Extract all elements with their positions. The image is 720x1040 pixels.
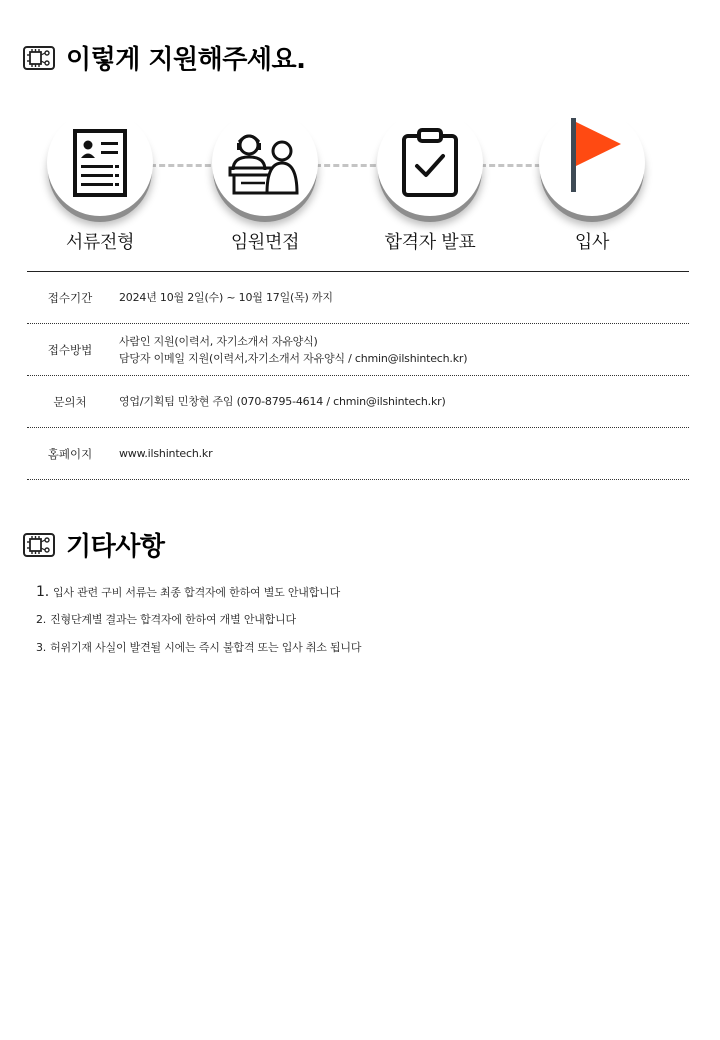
info-key: 문의처 bbox=[53, 394, 87, 409]
step-label: 입사 bbox=[574, 232, 610, 253]
section-heading-notes bbox=[22, 526, 164, 563]
application-info-table bbox=[27, 271, 689, 480]
step-executive-interview bbox=[200, 110, 330, 254]
info-value-line: 2024년 10월 2일(수) ~ 10월 17일(목) 까지 bbox=[119, 291, 333, 304]
step-joining bbox=[527, 110, 657, 254]
section-heading-apply bbox=[22, 39, 305, 76]
clipboard-check-icon bbox=[401, 128, 459, 198]
section-title: 이렇게 지원해주세요. bbox=[66, 45, 306, 75]
list-number: 1. bbox=[36, 584, 49, 600]
info-value-line: 사람인 지원(이력서, 자기소개서 자유양식) bbox=[119, 334, 318, 348]
list-text: 허위기재 사실이 발견될 시에는 즉시 불합격 또는 입사 취소 됩니다 bbox=[50, 641, 362, 654]
info-key: 접수기간 bbox=[47, 290, 93, 305]
info-value bbox=[113, 289, 333, 306]
info-key: 홈페이지 bbox=[47, 446, 93, 461]
homepage-link[interactable]: www.ilshintech.kr bbox=[119, 447, 213, 460]
step-label: 임원면접 bbox=[230, 232, 300, 253]
info-row-contact bbox=[27, 376, 689, 428]
info-value bbox=[113, 393, 446, 410]
flag-icon bbox=[565, 116, 625, 194]
list-text: 입사 관련 구비 서류는 최종 합격자에 한하여 별도 안내합니다 bbox=[52, 586, 340, 599]
circuit-chip-icon bbox=[22, 532, 56, 558]
info-row-method bbox=[27, 324, 689, 376]
info-value-line: 영업/기획팀 민창현 주임 (070-8795-4614 / chmin@ilshintech.kr) bbox=[119, 395, 446, 408]
info-value bbox=[113, 333, 467, 367]
step-circle bbox=[47, 110, 153, 216]
list-number: 2. bbox=[36, 613, 47, 626]
step-result-announcement bbox=[365, 110, 495, 254]
list-item bbox=[36, 582, 361, 610]
info-row-period bbox=[27, 272, 689, 324]
info-value bbox=[113, 445, 212, 462]
step-circle bbox=[212, 110, 318, 216]
step-circle bbox=[377, 110, 483, 216]
info-value-line: 담당자 이메일 지원(이력서,자기소개서 자유양식 / chmin@ilshintech.kr) bbox=[119, 351, 468, 365]
info-key: 접수방법 bbox=[47, 342, 93, 357]
list-number: 3. bbox=[36, 641, 47, 654]
resume-document-icon bbox=[72, 128, 128, 198]
process-steps bbox=[0, 110, 720, 260]
step-document-screening bbox=[35, 110, 165, 254]
list-item bbox=[36, 638, 361, 666]
info-row-homepage bbox=[27, 428, 689, 480]
circuit-chip-icon bbox=[22, 45, 56, 71]
step-circle bbox=[539, 110, 645, 216]
section-title: 기타사항 bbox=[66, 532, 165, 562]
step-label: 합격자 발표 bbox=[384, 232, 476, 253]
step-label: 서류전형 bbox=[65, 232, 135, 253]
list-item bbox=[36, 610, 361, 638]
interview-people-icon bbox=[227, 130, 303, 196]
list-text: 진형단계별 결과는 합격자에 한하여 개별 안내합니다 bbox=[50, 613, 296, 626]
notes-list bbox=[36, 582, 361, 666]
